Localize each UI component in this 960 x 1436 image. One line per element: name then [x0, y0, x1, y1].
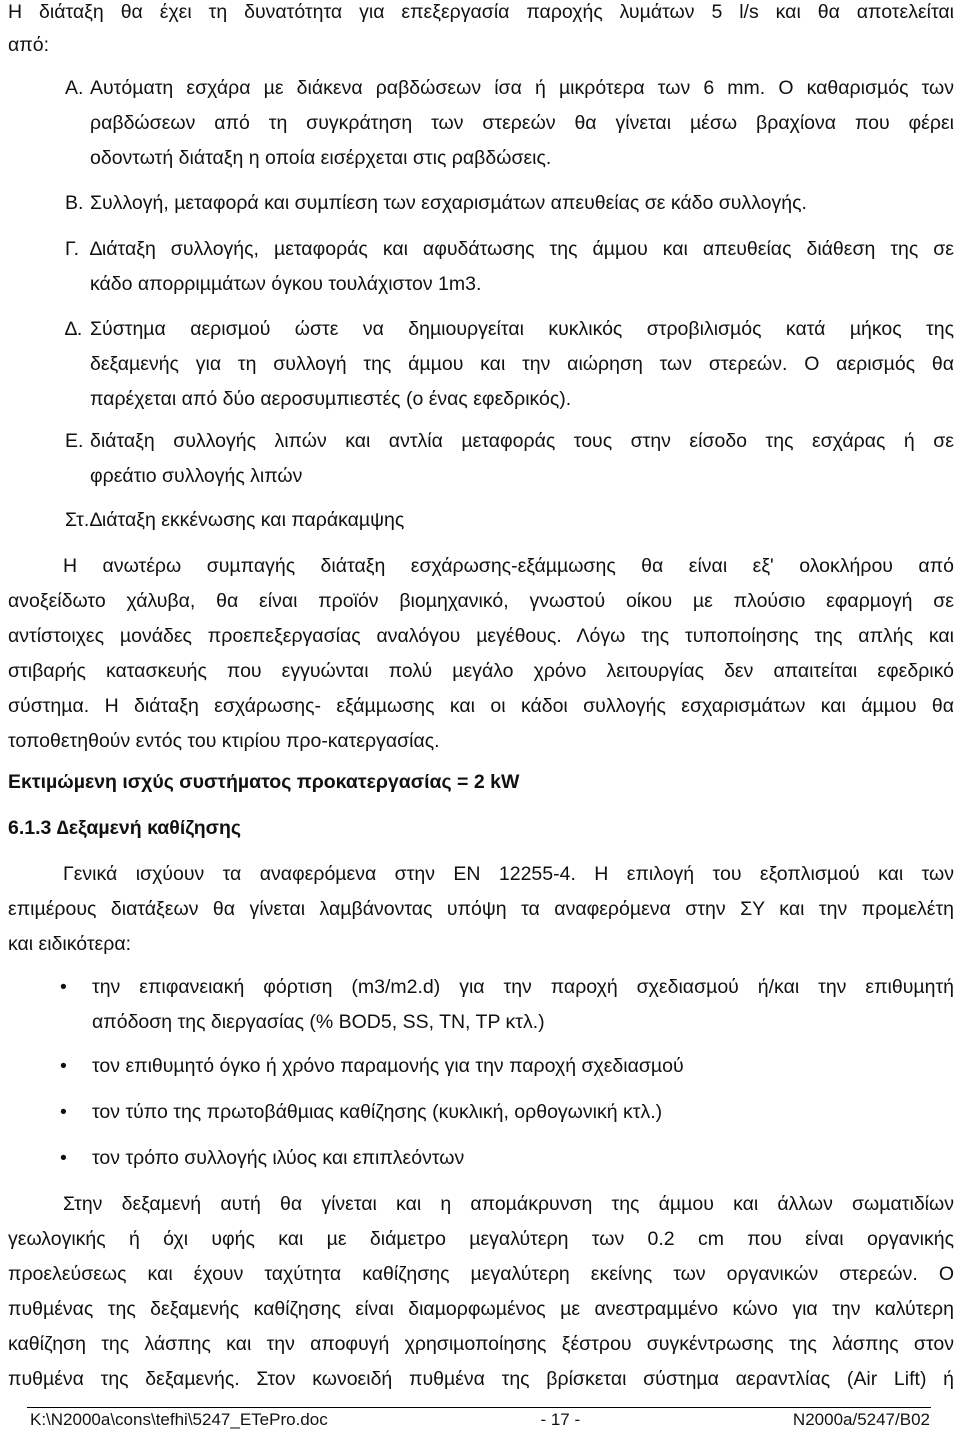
bullet-text [92, 1141, 954, 1176]
list-item-d [8, 312, 954, 417]
footer-divider [27, 1407, 931, 1408]
power-estimate: Εκτιµώµενη ισχύς συστήµατος προκατεργασίας = 2 kW [8, 771, 520, 793]
item-line: ∆ιάταξη εκκένωσης και παράκαµψης [90, 509, 405, 531]
paragraph-line: ανοξείδωτο χάλυβα, θα είναι προϊόν βιοµηχανικό, γνωστού οίκου µε πλούσιο εφαρµογή σε [8, 590, 954, 612]
paragraph-line: γεωλογικής ή όχι υφής και µε διάµετρο µεγαλύτερη των 0.2 cm που είναι οργανικής [8, 1228, 954, 1250]
item-text [90, 503, 954, 538]
section-heading: 6.1.3 ∆εξαµενή καθίζησης [8, 817, 242, 839]
bullet-text [92, 1049, 954, 1084]
item-line: κάδο απορριµµάτων όγκου τουλάχιστον 1m3. [90, 273, 482, 295]
bullet-item [60, 1141, 954, 1176]
item-line: ραβδώσεων από τη συγκράτηση των στερεών θα γίνεται µέσω βραχίονα που φέρει [90, 112, 954, 134]
bullet-icon: • [60, 976, 67, 998]
footer-page-number: - 17 - [540, 1410, 581, 1429]
paragraph-line: σύστηµα. Η διάταξη εσχάρωσης- εξάµµωσης και οι κάδοι συλλογής εσχαρισµάτων και άµµου θα [8, 695, 954, 717]
item-marker: ∆. [65, 318, 83, 340]
bullet-line: τον επιθυµητό όγκο ή χρόνο παραµονής για την παροχή σχεδιασµού [92, 1055, 684, 1077]
paragraph-line: στιβαρής κατασκευής που εγγυώνται πολύ µεγάλο χρόνο λειτουργίας δεν απαιτείται εφεδρικό [8, 660, 954, 682]
item-marker: Γ. [65, 238, 80, 260]
paragraph-line: καθίζηση της λάσπης και την αποφυγή χρησιµοποίησης ξέστρου συγκέντρωσης της λάσπης στον [8, 1333, 954, 1355]
item-line: διάταξη συλλογής λιπών και αντλία µεταφοράς τους στην είσοδο της εσχάρας ή σε [90, 430, 954, 452]
item-marker: Α. [65, 77, 84, 99]
item-line: Συλλογή, µεταφορά και συµπίεση των εσχαρισµάτων απευθείας σε κάδο συλλογής. [90, 192, 807, 214]
list-item-c [8, 232, 954, 302]
bullet-line: την επιφανειακή φόρτιση (m3/m2.d) για την παροχή σχεδιασµού ή/και την επιθυµητή [92, 976, 954, 998]
item-line: Αυτόµατη εσχάρα µε διάκενα ραβδώσεων ίσα ή µικρότερα των 6 mm. Ο καθαρισµός των [90, 77, 954, 99]
bullet-text [92, 970, 954, 1040]
paragraph-line: πυθµένας της δεξαµενής καθίζησης είναι διαµορφωµένος µε ανεστραµµένο κώνο για την καλύτερη [8, 1298, 954, 1320]
item-line: οδοντωτή διάταξη η οποία εισέρχεται στις ραβδώσεις. [90, 147, 552, 169]
item-text [90, 312, 954, 417]
item-line: δεξαµενής για τη συλλογή της άµµου και την αιώρηση των στερεών. Ο αερισµός θα [90, 353, 954, 375]
paragraph-equipment [8, 549, 954, 759]
bullet-icon: • [60, 1055, 67, 1077]
item-text [90, 424, 954, 494]
item-line: Σύστηµα αερισµού ώστε να δηµιουργείται κυκλικός στροβιλισµός κατά µήκος της [90, 318, 954, 340]
bullet-item [60, 1049, 954, 1084]
paragraph-line: Η ανωτέρω συµπαγής διάταξη εσχάρωσης-εξάµµωσης θα είναι εξ' ολοκλήρου από [63, 555, 954, 577]
item-text [90, 232, 954, 302]
paragraph-line: πυθµένα της δεξαµενής. Στον κωνοειδή πυθµένα της βρίσκεται σύστηµα αεραντλίας (Air Lift) ή [8, 1368, 954, 1390]
paragraph-line: αντίστοιχες µονάδες προεπεξεργασίας αναλόγου µεγέθους. Λόγω της τυποποίησης της απλής και [8, 625, 954, 647]
item-marker: Στ. [65, 509, 90, 531]
footer-document-code: N2000a/5247/B02 [792, 1410, 930, 1429]
item-marker: Ε. [65, 430, 84, 452]
item-marker: Β. [65, 192, 84, 214]
bullet-item [60, 970, 954, 1040]
paragraph-line: και ειδικότερα: [8, 933, 132, 955]
paragraph-general [8, 857, 954, 962]
item-line: παρέχεται από δύο αεροσυµπιεστές (ο ένας εφεδρικός). [90, 388, 572, 410]
list-item-b [8, 186, 954, 221]
paragraph-line: επιµέρους διατάξεων θα γίνεται λαµβάνοντας υπόψη τα αναφερόµενα στην ΣΥ και την προµελέτη [8, 898, 954, 920]
bullet-line: τον τρόπο συλλογής ιλύος και επιπλεόντων [92, 1147, 465, 1169]
paragraph-line: Γενικά ισχύουν τα αναφερόµενα στην ΕΝ 12255-4. Η επιλογή του εξοπλισµού και των [63, 863, 954, 885]
list-item-e [8, 424, 954, 494]
bullet-icon: • [60, 1147, 67, 1169]
bullet-line: απόδοση της διεργασίας (% BOD5, SS, TN, TP κτλ.) [92, 1011, 545, 1033]
paragraph-sand-removal [8, 1187, 954, 1397]
item-text [90, 71, 954, 176]
item-line: φρεάτιο συλλογής λιπών [90, 465, 303, 487]
bullet-line: τον τύπο της πρωτοβάθµιας καθίζησης (κυκλική, ορθογωνική κτλ.) [92, 1101, 663, 1123]
paragraph-line: Στην δεξαµενή αυτή θα γίνεται και η αποµάκρυνση της άµµου και άλλων σωµατιδίων [63, 1193, 954, 1215]
intro-line-2: από: [8, 34, 49, 56]
intro-line-1: Η διάταξη θα έχει τη δυνατότητα για επεξεργασία παροχής λυµάτων 5 l/s και θα αποτελείται [8, 1, 954, 23]
bullet-item [60, 1095, 954, 1130]
paragraph-line: προελεύσεως και έχουν ταχύτητα καθίζησης µεγαλύτερη εκείνης των οργανικών στερεών. Ο [8, 1263, 954, 1285]
list-item-f [8, 503, 954, 538]
intro-paragraph [8, 0, 954, 62]
bullet-text [92, 1095, 954, 1130]
footer-file-path: K:\N2000a\cons\tefhi\5247_ETePro.doc [30, 1410, 328, 1429]
bullet-icon: • [60, 1101, 67, 1123]
paragraph-line: τοποθετηθούν εντός του κτιρίου προ-κατεργασίας. [8, 730, 440, 752]
page-footer [30, 1410, 930, 1430]
item-text [90, 186, 954, 221]
list-item-a [8, 71, 954, 176]
item-line: ∆ιάταξη συλλογής, µεταφοράς και αφυδάτωσης της άµµου και απευθείας διάθεση της σε [90, 238, 954, 260]
